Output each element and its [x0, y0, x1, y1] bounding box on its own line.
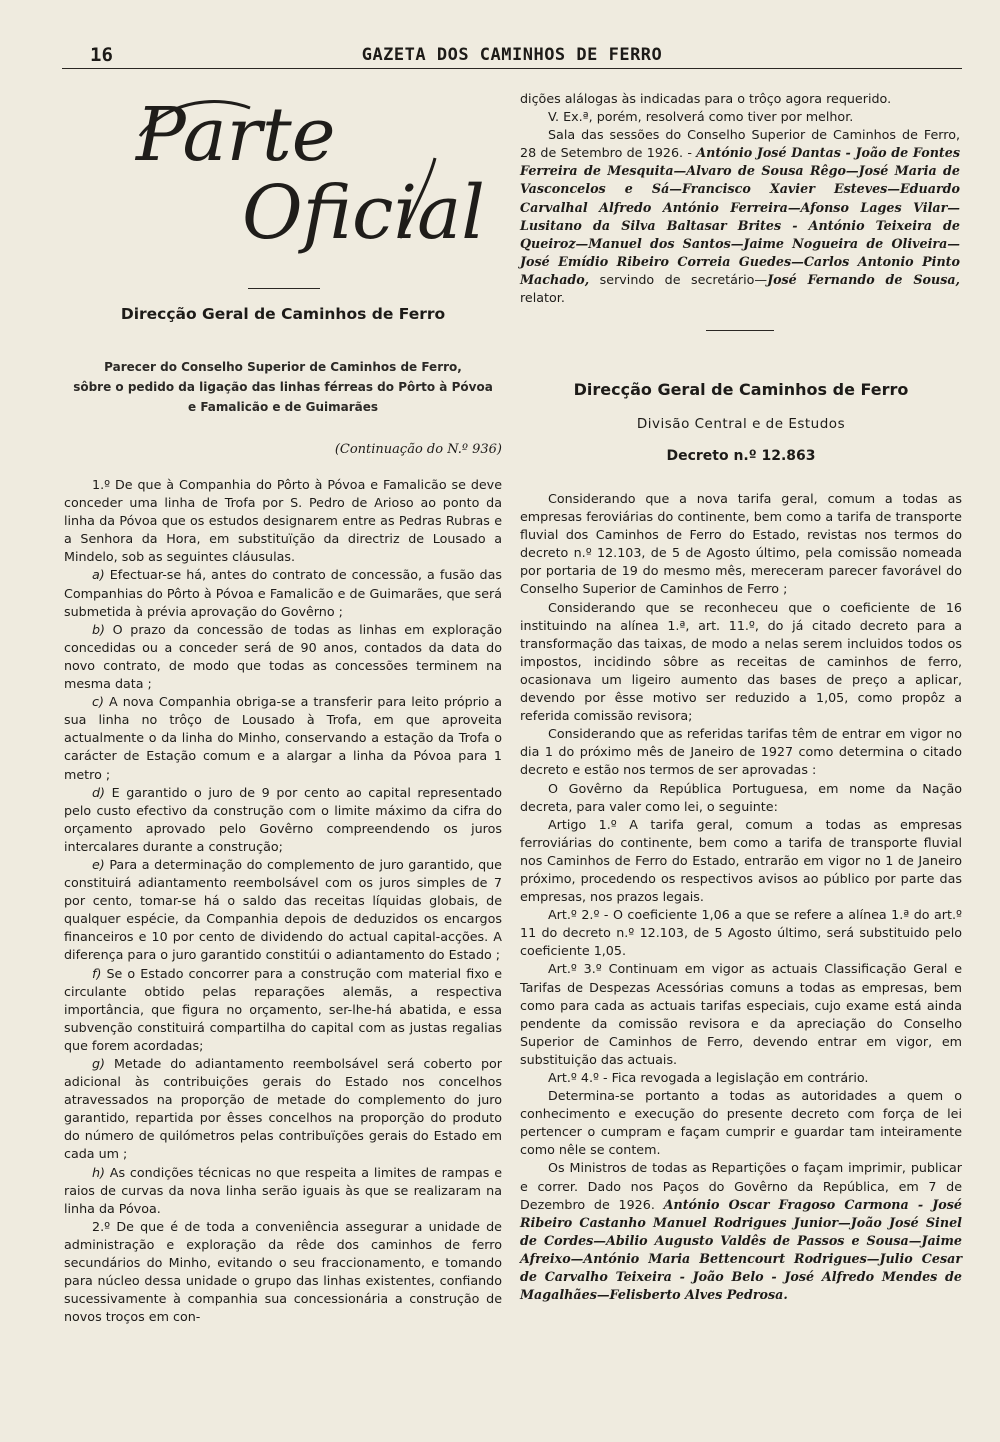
- ministers-signatures: António Oscar Fragoso Carmona - José Ribeiro Castanho Manuel Rodrigues Junior—João José Sinel de Cordes—Abilio Augusto Valdês de Passos e Sousa—Jaime Afreixo—António Maria Bettencourt Rodrigues—Julio Cesar de Carvalho Teixeira - João Belo - José Alfredo Mendes de Magalhães—Felisberto Alves Pedrosa.: [520, 1196, 962, 1303]
- article: Art.º 4.º - Fica revogada a legislação em contrário.: [548, 1070, 869, 1085]
- division-heading: Divisão Central e de Estudos: [636, 416, 846, 432]
- paragraph: c) A nova Companhia obriga-se a transferir para leito próprio a sua linha no trôço de Lousado à Trofa, em que aproveita actualmente o da linha do Minho, conservando a estação da Trofa o carácter de Estação comum e a alargar a linha da Póvoa para 1 metro ;: [64, 694, 502, 782]
- paragraph: dições alálogas às indicadas para o trôço agora requerido.: [520, 91, 892, 106]
- subtitle-line-3: e Famalicão e de Guimarães: [188, 400, 378, 414]
- decree-number: Decreto n.º 12.863: [666, 448, 816, 464]
- signatures: António José Dantas - João de Fontes Ferreira de Mesquita—Alvaro de Sousa Rêgo—José Maria de Vasconcelos e Sá—Francisco Xavier Esteves—Eduardo Carvalhal Alfredo António Ferreira—Afonso Lages Vilar—Lusitano da Silva Baltasar Brites - António Teixeira de Queiroz—Manuel dos Santos—Jaime Nogueira de Oliveira—José Emídio Ribeiro Correia Guedes—Carlos Antonio Pinto Machado,: [520, 145, 960, 287]
- article: Art.º 3.º Continuam em vigor as actuais Classificação Geral e Tarifas de Despezas Acessórias comuns a todas as empresas, bem como para cada as actuais tarifas especiais, cujo exame está ainda pendente da comissão revisora e da apreciação do Conselho Superior de Caminhos de Ferro, devendo entrar em vigor, em substituição das actuais.: [520, 961, 963, 1067]
- continuation-note: (Continuação do N.º 936): [334, 442, 502, 457]
- subtitle-line-2: sôbre o pedido da ligação das linhas férreas do Pôrto à Póvoa: [73, 380, 493, 394]
- paragraph: 1.º De que à Companhia do Pôrto à Póvoa e Famalicão se deve conceder uma linha de Trofa por S. Pedro de Arioso ao ponto da linha da Póvoa que os estudos designarem entre as Pedras Rubras e a Senhora da Hora, em substituïção da directriz de Lousado a Mindelo, sob as seguintes cláusulas.: [64, 477, 502, 565]
- paragraph: V. Ex.ª, porém, resolverá como tiver por melhor.: [548, 109, 854, 125]
- parte-oficial-logo: [130, 88, 485, 268]
- paragraph: g) Metade do adiantamento reembolsável será coberto por adicional às contribuições gerais do Estado nos concelhos atravessados na proporção de metade do complemento do juro garantido, repartida por êsses concelhos na proporção do produto do número de quilómetros pelas contribuïções gerais do Estado em cada um ;: [64, 1056, 502, 1162]
- paragraph: 2.º De que é de toda a conveniência assegurar a unidade de administração e exploração da rêde dos caminhos de ferro secundários do Minho, evitando o seu fraccionamento, e tomando para núcleo dessa unidade o grupo das linhas existentes, confiando sucessivamente à companhia sua concessionária a construção de novos troços em con-: [64, 1218, 502, 1325]
- right-divider: [706, 330, 774, 331]
- paragraph: a) Efectuar-se há, antes do contrato de concessão, a fusão das Companhias do Pôrto à Póvoa e Famalicão e de Guimarães, que será submetida à prévia aprovação do Govêrno ;: [64, 567, 502, 619]
- left-directorate-heading: Direcção Geral de Caminhos de Ferro: [120, 305, 446, 323]
- page-number: 16: [90, 44, 113, 66]
- paragraph: f) Se o Estado concorrer para a construção com material fixo e circulante obtido pelas reparações alemãs, a respectiva importância, que figura no orçamento, ser-lhe-há abatida, e essa subvenção constituirá compartilha do capital com as justas regalias que forem acordadas;: [64, 965, 502, 1053]
- right-top-body: [520, 90, 960, 307]
- left-column-body: [64, 476, 502, 1326]
- article: Art.º 2.º - O coeficiente 1,06 a que se refere a alínea 1.ª do art.º 11 do decreto n.º 12.103, de 5 Agosto último, será substituido pelo coeficiente 1,05.: [520, 907, 962, 959]
- paragraph: Considerando que a nova tarifa geral, comum a todas as empresas feroviárias do continente, bem como a tarifa de transporte fluvial dos Caminhos de Ferro do Estado, revistas nos termos do decreto n.º 12.103, de 5 de Agosto último, pela comissão nomeada por portaria de 19 do mesmo mês, mereceram parecer favorável do Conselho Superior de Caminhos de Ferro ;: [520, 491, 962, 597]
- subtitle-line-1: Parecer do Conselho Superior de Caminhos de Ferro,: [104, 360, 462, 374]
- paragraph: Determina-se portanto a todas as autoridades a quem o conhecimento e execução do presente decreto com força de lei pertencer o cumpram e façam cumprir e guardar tam inteiramente como nêle se contem.: [520, 1088, 962, 1158]
- journal-title: GAZETA DOS CAMINHOS DE FERRO: [361, 45, 663, 65]
- paragraph: e) Para a determinação do complemento de juro garantido, que constituirá adiantamento reembolsável com os juros simples de 7 por cento, tomar-se há o saldo das receitas líquidas globais, de qualquer espécie, da Companhia depois de deduzidos os encargos financeiros e 10 por cento de dividendo do actual capital-acções. A diferença para o juro garantido constitúi o adiantamento do Estado ;: [64, 856, 502, 963]
- page-header: [62, 40, 962, 69]
- right-column-body: [520, 490, 962, 1304]
- paragraph: h) As condições técnicas no que respeita a limites de rampas e raios de curvas da nova linha serão iguais às que se realizaram na linha da Póvoa.: [64, 1164, 502, 1216]
- paragraph: O Govêrno da República Portuguesa, em nome da Nação decreta, para valer como lei, o seguinte:: [520, 780, 962, 814]
- relator-name: José Fernando de Sousa,: [767, 271, 960, 287]
- logo-line2: Oficial: [242, 170, 485, 256]
- paragraph: d) E garantido o juro de 9 por cento ao capital representado pelo custo efectivo da construção com o limite máximo da cifra do orçamento aprovado pelo Govêrno compreendendo os juros intercalares durante a construção;: [64, 784, 502, 854]
- article: Artigo 1.º A tarifa geral, comum a todas as empresas ferroviárias do continente, bem como a tarifa de transporte fluvial nos Caminhos de Ferro do Estado, entrarão em vigor no 1 de Janeiro próximo, procedendo os respectivos avisos ao público por parte das empresas, nos prazos legais.: [520, 816, 962, 905]
- paragraph: Considerando que as referidas tarifas têm de entrar em vigor no dia 1 do próximo mês de Janeiro de 1927 como determina o citado decreto e estão nos termos de ser aprovadas :: [520, 726, 962, 778]
- paragraph: b) O prazo da concessão de todas as linhas em exploração concedidas ou a conceder será de 90 anos, contados da data do novo contrato, de modo que todas as concessões terminem na mesma data ;: [64, 621, 502, 692]
- paragraph: Considerando que se reconheceu que o coeficiente de 16 instituindo na alínea 1.ª, art. 11.º, do já citado decreto para a transformação das taixas, de modo a nelas serem incluidos todos os impostos, incidindo sôbre as receitas de caminhos de ferro, ocasionava um ligeiro aumento das bases de preço a aplicar, devendo por êsse motivo ser reduzido a 1,05, como propôz a referida comissão revisora;: [520, 599, 962, 724]
- left-subtitle: [64, 357, 502, 417]
- paragraph: Sala das sessões do Conselho Superior de Caminhos de Ferro, 28 de Setembro de 1926. - António José Dantas - João de Fontes Ferreira de Mesquita—Alvaro de Sousa Rêgo—José Maria de Vasconcelos e Sá—Francisco Xavier Esteves—Eduardo Carvalhal Alfredo António Ferreira—Afonso Lages Vilar—Lusitano da Silva Baltasar Brites - António Teixeira de Queiroz—Manuel dos Santos—Jaime Nogueira de Oliveira—José Emídio Ribeiro Correia Guedes—Carlos Antonio Pinto Machado, servindo de secretário—José Fernando de Sousa, relator.: [520, 127, 960, 306]
- left-rule-top: [248, 288, 320, 289]
- right-directorate-heading: Direcção Geral de Caminhos de Ferro: [573, 380, 909, 399]
- logo-line1: Parte: [136, 92, 336, 178]
- paragraph: Os Ministros de todas as Repartições o façam imprimir, publicar e correr. Dado nos Paços do Govêrno da República, em 7 de Dezembro de 1926. António Oscar Fragoso Carmona - José Ribeiro Castanho Manuel Rodrigues Junior—João José Sinel de Cordes—Abilio Augusto Valdês de Passos e Sousa—Jaime Afreixo—António Maria Bettencourt Rodrigues—Julio Cesar de Carvalho Teixeira - João Belo - José Alfredo Mendes de Magalhães—Felisberto Alves Pedrosa.: [520, 1160, 962, 1303]
